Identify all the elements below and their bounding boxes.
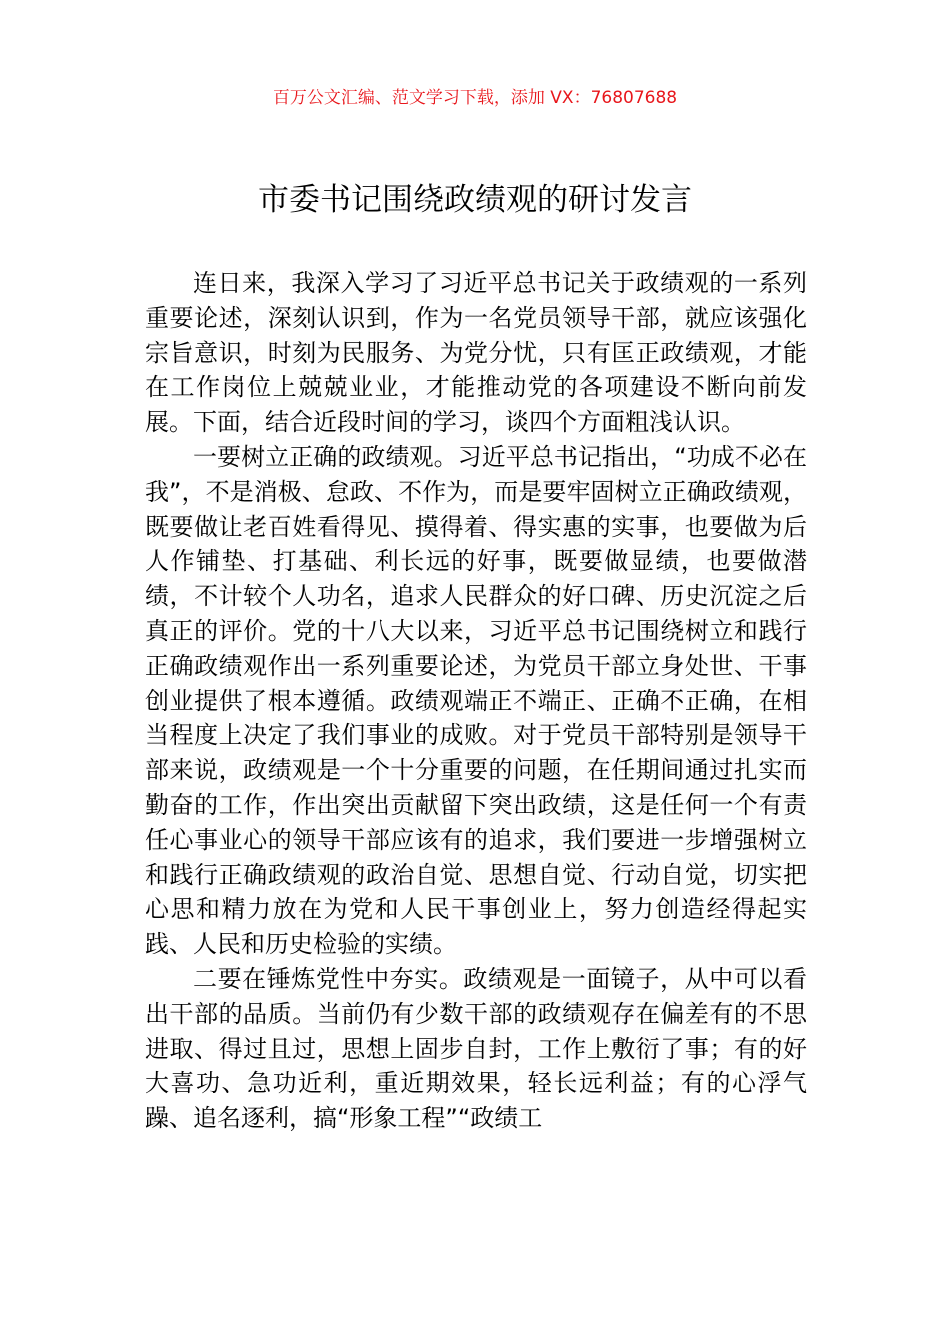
document-title: 市委书记围绕政绩观的研讨发言 xyxy=(258,182,692,218)
paragraph-intro: 连日来，我深入学习了习近平总书记关于政绩观的一系列重要论述，深刻认识到，作为一名党员领导干部，就应该强化宗旨意识，时刻为民服务、为党分忧，只有匡正政绩观，才能在工作岗位上兢兢业业，才能推动党的各项建设不断向前发展。下面，结合近段时间的学习，谈四个方面粗浅认识。 xyxy=(145,269,807,437)
paragraph-point-one: 一要树立正确的政绩观。习近平总书记指出，“功成不必在我”，不是消极、怠政、不作为，而是要牢固树立正确政绩观，既要做让老百姓看得见、摸得着、得实惠的实事，也要做为后人作铺垫、打基础、利长远的好事，既要做显绩，也要做潜绩，不计较个人功名，追求人民群众的好口碑、历史沉淀之后真正的评价。党的十八大以来，习近平总书记围绕树立和践行正确政绩观作出一系列重要论述，为党员干部立身处世、干事创业提供了根本遵循。政绩观端正不端正、正确不正确，在相当程度上决定了我们事业的成败。对于党员干部特别是领导干部来说，政绩观是一个十分重要的问题，在任期间通过扎实而勤奋的工作，作出突出贡献留下突出政绩，这是任何一个有责任心事业心的领导干部应该有的追求，我们要进一步增强树立和践行正确政绩观的政治自觉、思想自觉、行动自觉，切实把心思和精力放在为党和人民干事创业上，努力创造经得起实践、人民和历史检验的实绩。 xyxy=(145,442,807,959)
paragraph-point-two: 二要在锤炼党性中夯实。政绩观是一面镜子，从中可以看出干部的品质。当前仍有少数干部的政绩观存在偏差有的不思进取、得过且过，思想上固步自封，工作上敷衍了事；有的好大喜功、急功近利，重近期效果，轻长远利益；有的心浮气躁、追名逐利，搞“形象工程”“政绩工 xyxy=(145,964,807,1133)
header-note: 百万公文汇编、范文学习下载，添加 VX：76807688 xyxy=(272,88,678,108)
document-body xyxy=(145,266,807,1136)
